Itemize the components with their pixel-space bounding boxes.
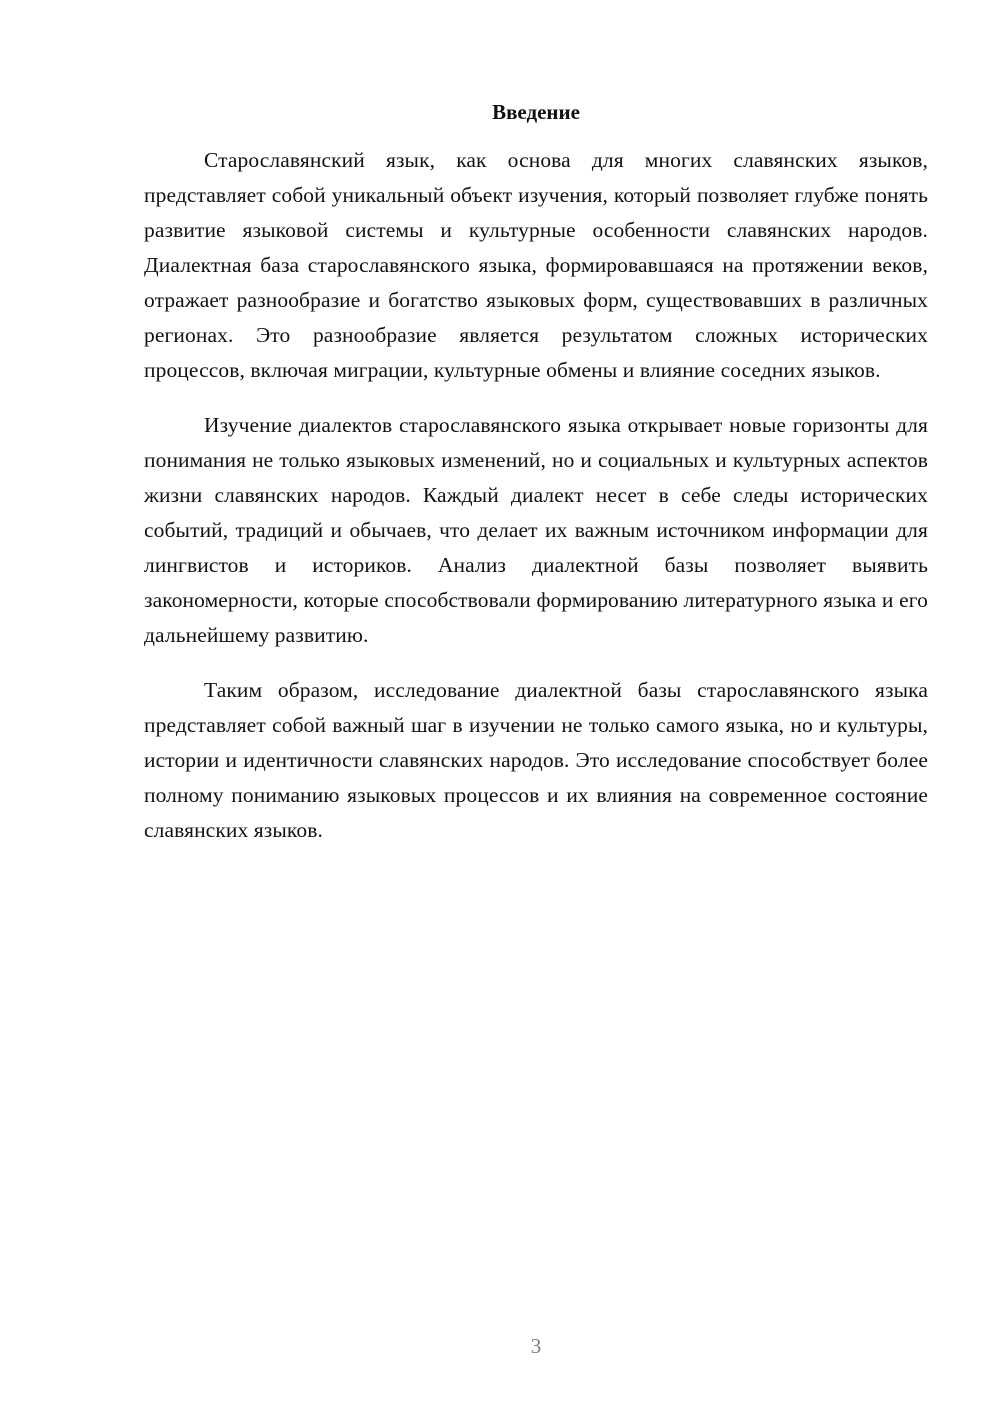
paragraph-2: Изучение диалектов старославянского языка открывает новые горизонты для понимания не только языковых изменений, но и социальных и культурных аспектов жизни славянских народов. Каждый диалект несет в себе следы исторических событий, традиций и обычаев, что делает их важным источником информации для лингвистов и историков. Анализ диалектной базы позволяет выявить закономерности, которые способствовали формированию литературного языка и его дальнейшему развитию. [144, 413, 928, 647]
body-text [144, 143, 928, 868]
section-heading: Введение [492, 100, 580, 124]
page-number: 3 [530, 1334, 542, 1358]
paragraph-1: Старославянский язык, как основа для многих славянских языков, представляет собой уникальный объект изучения, который позволяет глубже понять развитие языковой системы и культурные особенности славянских народов. Диалектная база старославянского языка, формировавшаяся на протяжении веков, отражает разнообразие и богатство языковых форм, существовавших в различных регионах. Это разнообразие является результатом сложных исторических процессов, включая миграции, культурные обмены и влияние соседних языков. [144, 148, 928, 382]
paragraph-3: Таким образом, исследование диалектной базы старославянского языка представляет собой важный шаг в изучении не только самого языка, но и культуры, истории и идентичности славянских народов. Это исследование способствует более полному пониманию языковых процессов и их влияния на современное состояние славянских языков. [144, 678, 928, 842]
